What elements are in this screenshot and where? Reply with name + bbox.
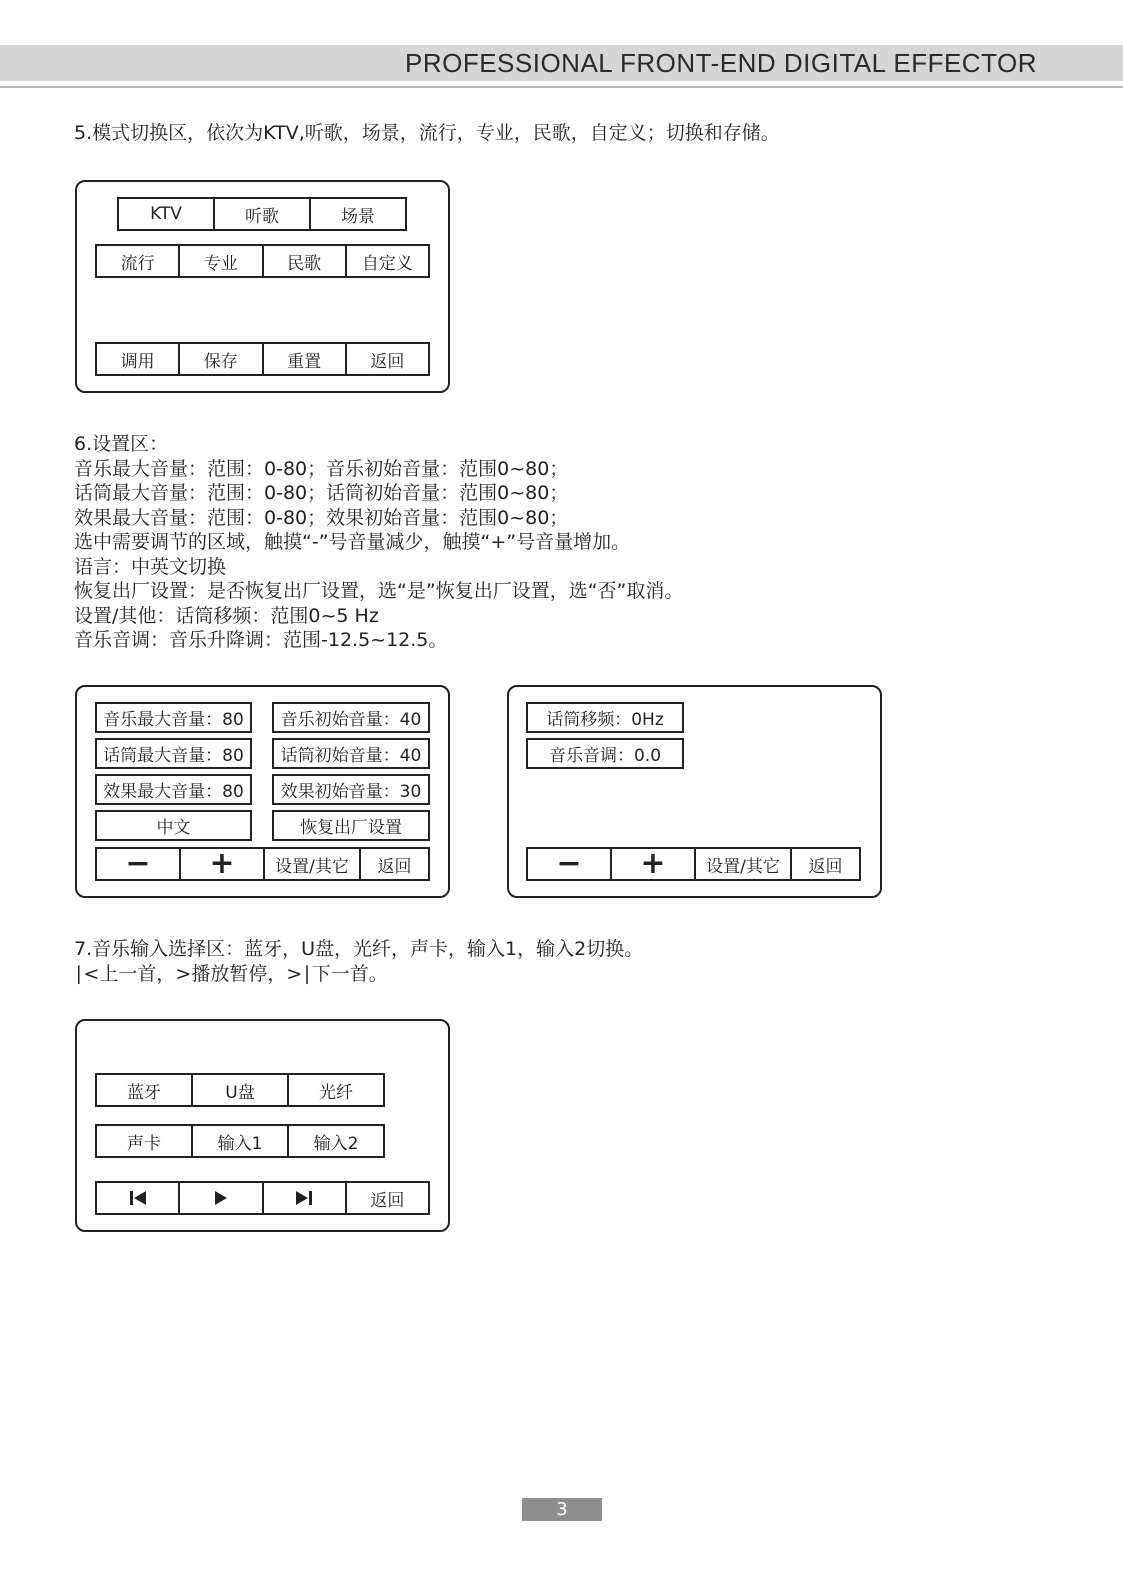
settings-actions-row [95,847,430,881]
input-row-2 [95,1124,385,1158]
minus-icon: − [556,846,582,881]
mode-pop-button[interactable]: 流行 [97,246,180,276]
page-number: 3 [522,1498,602,1521]
minus-button[interactable] [97,846,181,881]
recall-button[interactable]: 调用 [97,344,180,374]
settings-other-button[interactable]: 设置/其它 [265,849,361,879]
section5-heading: 5.模式切换区，依次为KTV,听歌，场景，流行，专业，民歌，自定义；切换和存储。 [74,122,780,144]
previous-icon [129,1190,147,1206]
factory-reset-button[interactable]: 恢复出厂设置 [272,810,430,841]
music-max-volume-field[interactable]: 音乐最大音量：80 [95,702,252,733]
input2-button[interactable]: 输入2 [313,1133,359,1154]
next-icon [295,1190,313,1206]
section6-line: 选中需要调节的区域，触摸“-”号音量减少，触摸“+”号音量增加。 [74,531,631,553]
header-divider [0,86,1123,88]
section6-description [74,432,683,653]
next-track-button[interactable] [264,1183,347,1213]
bluetooth-button[interactable]: 蓝牙 [97,1075,193,1105]
plus-icon: + [640,846,666,881]
section7-line: 7.音乐输入选择区：蓝牙，U盘，光纤，声卡，输入1，输入2切换。 [74,938,644,960]
section6-line: 语言：中英文切换 [74,555,227,578]
section6-line: 音乐音调：音乐升降调：范围-12.5~12.5。 [74,629,448,651]
back-button[interactable]: 返回 [370,1190,405,1211]
back-button[interactable]: 返回 [370,351,405,372]
mic-frequency-shift-field[interactable]: 话筒移频：0Hz [526,702,684,733]
effect-max-volume-field[interactable]: 效果最大音量：80 [95,774,252,805]
mode-actions-row [95,342,430,376]
mic-initial-volume-field[interactable]: 话筒初始音量：40 [272,738,430,769]
previous-track-button[interactable] [97,1183,180,1213]
section7-description [74,937,643,986]
page-header-title: PROFESSIONAL FRONT-END DIGITAL EFFECTOR [404,48,1037,78]
settings-other-actions-row [526,847,861,881]
language-button[interactable]: 中文 [95,810,252,841]
save-button[interactable]: 保存 [180,344,263,374]
section6-line: 话筒最大音量：范围：0-80；话筒初始音量：范围0~80； [74,482,569,504]
minus-button[interactable] [528,846,612,881]
section6-line: 效果最大音量：范围：0-80；效果初始音量：范围0~80； [74,506,569,529]
section6-line: 音乐最大音量：范围：0-80；音乐初始音量：范围0~80； [74,457,569,480]
reset-button[interactable]: 重置 [264,344,347,374]
section6-line: 6.设置区： [74,433,169,455]
back-button[interactable]: 返回 [808,856,843,877]
sound-card-button[interactable]: 声卡 [97,1126,193,1156]
mode-scene-button[interactable]: 场景 [341,206,375,227]
mode-row-1 [117,197,407,231]
input-row-1 [95,1073,385,1107]
section7-line: ∣<上一首，>播放暂停，>∣下一首。 [74,962,388,985]
mode-custom-button[interactable]: 自定义 [361,253,413,274]
section6-line: 设置/其他：话筒移频：范围0~5 Hz [74,604,379,627]
play-icon [214,1190,228,1206]
music-pitch-field[interactable]: 音乐音调：0.0 [526,738,684,769]
plus-button[interactable] [181,846,265,881]
mode-row-2 [95,244,430,278]
settings-other-button[interactable]: 设置/其它 [696,849,792,879]
play-pause-button[interactable] [180,1183,263,1213]
music-initial-volume-field[interactable]: 音乐初始音量：40 [272,702,430,733]
back-button[interactable]: 返回 [377,856,412,877]
effect-initial-volume-field[interactable]: 效果初始音量：30 [272,774,430,805]
optical-button[interactable]: 光纤 [319,1082,353,1103]
playback-controls-row [95,1181,430,1215]
input1-button[interactable]: 输入1 [193,1126,289,1156]
mode-pro-button[interactable]: 专业 [180,246,263,276]
mode-ktv-button[interactable]: KTV [119,199,215,229]
plus-button[interactable] [612,846,696,881]
plus-icon: + [209,846,235,881]
mic-max-volume-field[interactable]: 话筒最大音量：80 [95,738,252,769]
mode-folk-button[interactable]: 民歌 [264,246,347,276]
usb-button[interactable]: U盘 [193,1075,289,1105]
minus-icon: − [125,846,151,881]
section6-line: 恢复出厂设置：是否恢复出厂设置，选“是”恢复出厂设置，选“否”取消。 [74,580,684,602]
mode-listen-button[interactable]: 听歌 [215,199,311,229]
